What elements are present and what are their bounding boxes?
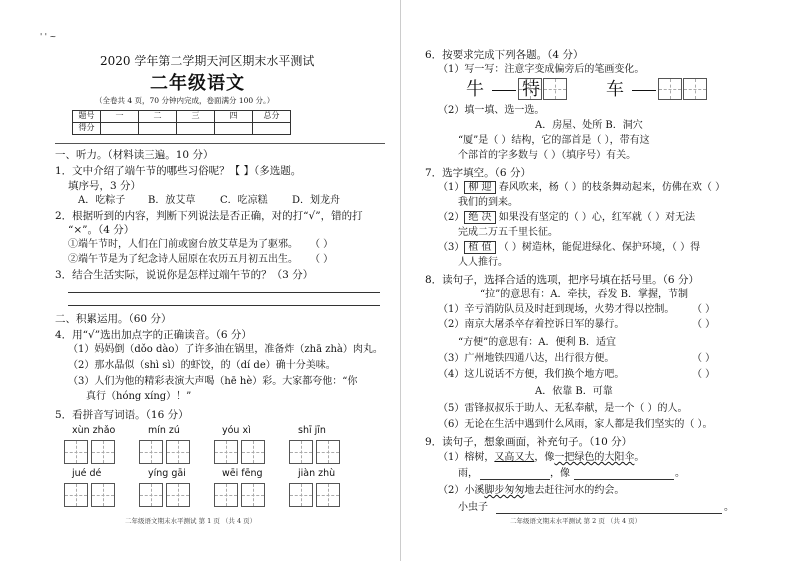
q8-item-2-paren: （ ）	[692, 319, 716, 330]
q6-part-1: （1）写一写：注意字变成偏旁后的笔画变化。	[438, 64, 645, 75]
q9-wavy-phrase: 一把绿色的大阳伞	[554, 452, 635, 463]
q6-part-2: （2）填一填、选一选。	[438, 105, 545, 116]
q9-item-2-bug: 小虫子	[458, 502, 488, 513]
q1-option-b: B．放艾草	[148, 195, 196, 206]
section-1-heading: 一、听力。（材料读三遍。10 分）	[55, 149, 214, 161]
pinyin-label: jué dé	[72, 468, 102, 479]
question-2: 2．根据听到的内容，判断下列说法是否正确，对的打“√”，错的打	[55, 210, 363, 222]
writing-cell[interactable]	[289, 440, 313, 464]
question-5: 5．看拼音写词语。（16 分）	[55, 409, 189, 421]
answer-blank[interactable]	[496, 513, 722, 514]
q7-item-1	[438, 181, 725, 195]
score-row-label: 得分	[73, 123, 101, 135]
arrow-icon	[492, 90, 516, 91]
question-9: 9．读句子，想象画面，补充句子。（10 分）	[425, 436, 633, 448]
q2-item-1: ①端午节时，人们在门前或窗台放艾草是为了驱邪。	[68, 239, 298, 250]
char-niu: 牛	[466, 79, 484, 100]
q9-item-2-bug-end: 。	[724, 502, 734, 513]
score-cell	[177, 123, 215, 135]
q9-underlined-phrase: 又高又大	[494, 452, 535, 463]
exam-note: （全卷共 4 页，70 分钟内完成，卷面满分 100 分。）	[95, 96, 275, 105]
writing-cell[interactable]	[316, 440, 340, 464]
q8-meaning-la: “拉”的意思有：A．牵扶，吞发 B．掌握，节制	[480, 289, 688, 300]
q8-item-3-paren: （ ）	[692, 353, 716, 364]
q2-item-2-paren: （ ）	[310, 254, 334, 265]
q4-item-2: （2）那水晶似（shì sì）的虾饺，的（dí de）确十分美味。	[68, 360, 336, 371]
corner-marks: ' ' ~	[40, 32, 57, 41]
q6-line-b: 个部首的字多数与（ ）（填序号）有关。	[458, 150, 637, 161]
question-4: 4．用“√”选出加点字的正确读音。（6 分）	[55, 329, 252, 341]
question-1: 1．文中介绍了端午节的哪些习俗呢？【 】（多选题。	[55, 165, 302, 177]
pinyin-label: mín zú	[148, 425, 180, 436]
q4-item-3-cont: 真行（hóng xíng）！”	[86, 391, 192, 402]
q8-item-2: （2）南京大屠杀卒存着控诉日军的暴行。	[438, 319, 625, 330]
q7-item-1-cont: 我们的到来。	[458, 197, 518, 208]
q1-option-d: D．划龙舟	[292, 195, 341, 206]
score-cell	[101, 123, 139, 135]
writing-cell[interactable]	[64, 440, 88, 464]
writing-cell[interactable]	[139, 483, 163, 507]
pinyin-label: yíng gāi	[148, 468, 186, 479]
q7-item-3	[438, 241, 700, 255]
char-te: 特	[522, 79, 540, 100]
q1-option-a: A．吃粽子	[78, 195, 126, 206]
writing-cell[interactable]	[214, 440, 238, 464]
pinyin-label: wēi fēng	[222, 468, 263, 479]
question-1-cont: 填序号，3 分）	[68, 180, 142, 192]
q4-item-3: （3）人们为他的精彩表演大声喝（hē hè）彩。大家都夸他：“你	[68, 376, 358, 387]
answer-blank[interactable]	[480, 479, 550, 480]
score-header-cell: 三	[177, 111, 215, 123]
writing-cell[interactable]	[166, 483, 190, 507]
q9-item-2-end: 地去赶往河水的约会。	[524, 485, 625, 496]
q7-item-3-cont: 人人推行。	[458, 257, 508, 268]
char-choice-box: 植 值	[464, 241, 495, 254]
q7-item-2-num: （2）	[438, 212, 465, 223]
writing-box[interactable]	[543, 78, 567, 100]
separator-line	[55, 143, 385, 144]
q8-options-c: A．依靠 B．可靠	[535, 386, 613, 397]
q9-item-2-subject: 小溪	[464, 485, 485, 496]
q8-item-5: （5）雷锋叔叔乐于助人、无私奉献，是一个（ ）的人。	[438, 403, 688, 414]
q8-meaning-fangbian: “方便”的意思有：A．便利 B．适宜	[458, 337, 616, 348]
page-2	[400, 0, 794, 561]
q9-item-2	[438, 484, 624, 498]
pinyin-label: yóu xì	[222, 425, 251, 436]
q9-item-1-rain: 雨，	[458, 468, 478, 479]
score-table-header	[73, 111, 291, 123]
char-choice-box: 绝 决	[464, 211, 495, 224]
answer-line[interactable]	[68, 292, 380, 293]
writing-cell[interactable]	[241, 483, 265, 507]
writing-grid-row-1	[64, 440, 340, 464]
score-header-cell: 一	[101, 111, 139, 123]
q8-item-1-paren: （ ）	[692, 304, 716, 315]
q9-item-1-end: 。	[634, 452, 645, 463]
q9-wavy-phrase: 脚步匆匆	[484, 485, 525, 496]
q7-item-2-cont: 完成二万五千里长征。	[458, 227, 558, 238]
subject-title: 二年级语文	[150, 73, 245, 94]
q9-item-1-rain-like: ，像	[550, 468, 570, 479]
pinyin-label: jiàn zhù	[298, 468, 336, 479]
exam-title: 2020 学年第二学期天河区期末水平测试	[100, 54, 315, 68]
question-3: 3．结合生活实际，说说你是怎样过端午节的？（3 分）	[55, 269, 314, 281]
writing-box[interactable]	[683, 78, 707, 100]
score-cell	[215, 123, 253, 135]
writing-cell[interactable]	[214, 483, 238, 507]
q8-item-1: （1）辛亏消防队员及时赶到现场，火势才得以控制。	[438, 304, 675, 315]
question-8: 8．读句子，选择合适的选项，把序号填在括号里。（6 分）	[425, 274, 699, 286]
writing-cell[interactable]	[91, 483, 115, 507]
score-table	[72, 110, 291, 135]
score-header-cell: 题号	[73, 111, 101, 123]
q9-item-1	[438, 451, 644, 465]
question-2-cont: “×”。（4 分）	[68, 224, 135, 236]
writing-cell[interactable]	[316, 483, 340, 507]
score-header-cell: 总分	[253, 111, 291, 123]
q8-item-6: （6）无论在生活中遇到什么风雨，家人都是我们坚实的（ ）。	[438, 419, 713, 430]
writing-cell[interactable]	[91, 440, 115, 464]
q7-item-2-text: 如果没有坚定的（ ）心，红军就（ ）对无法	[498, 212, 696, 223]
page-footer: 二年级语文期末水平测试 第 2 页 （共 4 页）	[510, 517, 642, 525]
score-cell	[253, 123, 291, 135]
writing-cell[interactable]	[139, 440, 163, 464]
q8-item-4: （4）这儿说话不方便，我们换个地方吧。	[438, 369, 625, 380]
writing-cell[interactable]	[166, 440, 190, 464]
q9-item-1-num: （1）	[438, 452, 465, 463]
section-2-heading: 二、积累运用。（60 分）	[55, 313, 172, 325]
writing-cell[interactable]	[64, 483, 88, 507]
score-cell	[139, 123, 177, 135]
score-header-cell: 二	[139, 111, 177, 123]
q9-item-2-num: （2）	[438, 485, 465, 496]
pinyin-label: xùn zhǎo	[72, 425, 116, 436]
writing-box[interactable]	[658, 78, 682, 100]
q8-item-3: （3）广州地铁四通八达，出行很方便。	[438, 353, 615, 364]
q4-item-1: （1）妈妈倒（dǒo dào）了许多油在锅里，准备炸（zhā zhà）肉丸。	[68, 344, 383, 355]
q9-item-1-subject: 榕树，	[464, 452, 495, 463]
score-header-cell: 四	[215, 111, 253, 123]
q2-item-1-paren: （ ）	[310, 239, 334, 250]
page-footer: 二年级语文期末水平测试 第 1 页 （共 4 页）	[125, 517, 257, 525]
char-choice-box: 柳 迎	[464, 181, 495, 194]
question-6: 6．按要求完成下列各题。（4 分）	[425, 49, 584, 61]
score-table-row	[73, 123, 291, 135]
q2-item-2: ②端午节是为了纪念诗人屈原在农历五月初五出生。	[68, 254, 298, 265]
pinyin-label: shī jīn	[298, 425, 326, 436]
q1-option-c: C．吃凉糕	[220, 195, 268, 206]
q7-item-3-text: （ ）树造林，能促进绿化、保护环境，（ ）得	[498, 242, 701, 253]
question-7: 7．选字填空。（6 分）	[425, 167, 531, 179]
writing-grid-row-2	[64, 483, 340, 507]
q9-item-1-rain-end: 。	[675, 468, 685, 479]
writing-cell[interactable]	[289, 483, 313, 507]
q8-item-4-paren: （ ）	[692, 369, 716, 380]
q7-item-1-num: （1）	[438, 182, 465, 193]
char-che: 车	[606, 79, 624, 100]
q9-item-1-like: ，像	[534, 452, 555, 463]
q7-item-2	[438, 211, 695, 225]
answer-blank[interactable]	[574, 479, 674, 480]
q7-item-3-num: （3）	[438, 242, 465, 253]
q6-options: A．房屋、处所 B．洞穴	[535, 120, 643, 131]
q7-item-1-text: 春风吹来，杨（ ）的枝条舞动起来，仿佛在欢（ ）	[498, 182, 726, 193]
arrow-icon	[632, 90, 656, 91]
answer-line[interactable]	[68, 305, 380, 306]
writing-cell[interactable]	[241, 440, 265, 464]
q6-line-a: “厦”是（ ）结构，它的部首是（ ），带有这	[458, 135, 650, 146]
